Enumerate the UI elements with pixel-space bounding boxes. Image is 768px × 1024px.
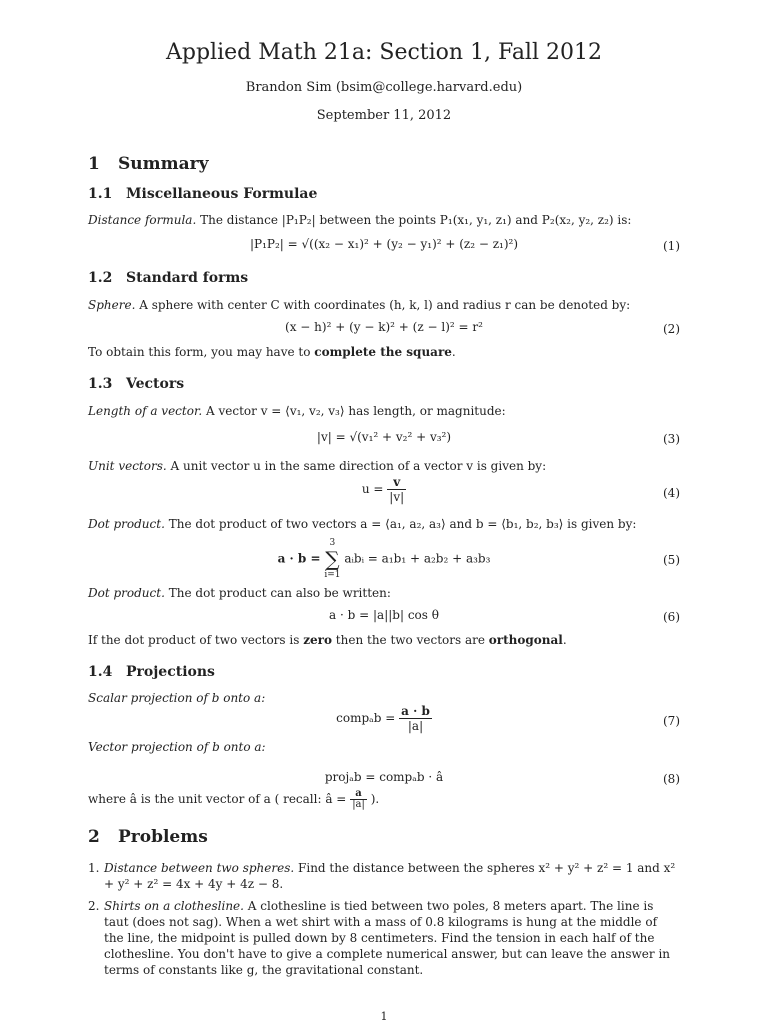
subsection-number: 1.3 bbox=[88, 376, 113, 392]
problem-text: Find the distance between the spheres x² + y² + z² = 1 and x² + y² + z² = 4x + 4y + 4z − 8. bbox=[104, 861, 676, 891]
unit-vector-paragraph bbox=[88, 458, 680, 474]
note-text: then the two vectors are bbox=[331, 633, 489, 647]
vector-length-paragraph bbox=[88, 403, 680, 419]
subsection-number: 1.2 bbox=[88, 270, 113, 286]
section-number: 1 bbox=[88, 154, 100, 174]
equation-number: (4) bbox=[663, 486, 680, 500]
subsection-heading-vectors bbox=[88, 376, 184, 392]
paragraph-text: A unit vector u in the same direction of a vector v is given by: bbox=[170, 459, 547, 473]
subsection-title: Projections bbox=[126, 664, 215, 680]
paragraph-lead: Dot product. bbox=[88, 517, 165, 531]
paragraph-text: The distance |P₁P₂| between the points P₁(x₁, y₁, z₁) and P₂(x₂, y₂, z₂) is: bbox=[200, 213, 632, 227]
paragraph-lead: Length of a vector. bbox=[88, 404, 203, 418]
vector-projection-label bbox=[88, 739, 680, 755]
equation-number: (2) bbox=[663, 322, 680, 336]
summation-sign: ∑ bbox=[325, 547, 340, 571]
problem-lead: Distance between two spheres. bbox=[104, 861, 295, 875]
summation-operator bbox=[324, 538, 340, 580]
paragraph-lead: Unit vectors. bbox=[88, 459, 167, 473]
equation-lhs: compₐb = bbox=[336, 711, 396, 725]
problem-item bbox=[88, 898, 680, 978]
problem-item bbox=[88, 860, 680, 892]
paragraph-text: The dot product can also be written: bbox=[168, 586, 391, 600]
fraction bbox=[387, 475, 406, 504]
problem-number: 1. bbox=[88, 861, 100, 875]
dot-product-paragraph bbox=[88, 516, 680, 532]
section-title: Problems bbox=[118, 827, 208, 847]
note-suffix: . bbox=[451, 345, 456, 359]
unit-vector-recall bbox=[88, 789, 680, 810]
equation-number: (8) bbox=[663, 772, 680, 786]
equation-scalar-projection bbox=[88, 704, 680, 733]
fraction-numerator: a · b bbox=[401, 704, 430, 718]
fraction-numerator: v bbox=[387, 475, 406, 490]
fraction bbox=[399, 704, 432, 733]
note-text: where â is the unit vector of a ( recall: â = bbox=[88, 792, 347, 806]
paragraph-text: A sphere with center C with coordinates (h, k, l) and radius r can be denoted by: bbox=[139, 298, 631, 312]
note-text: To obtain this form, you may have to bbox=[88, 345, 315, 359]
paragraph-text: A vector v = ⟨v₁, v₂, v₃⟩ has length, or magnitude: bbox=[206, 404, 506, 418]
problem-text: A clothesline is tied between two poles, 8 meters apart. The line is taut (does not sag). When a wet shirt with a mass of 0.8 kilograms is hung at the middle of the line, the midpoint is pulled down by 8 centimeters. Find the tension in each half of the clothesline. You don't have to give a complete numerical answer, but can leave the answer in terms of constants like g, the gravitational constant. bbox=[104, 899, 671, 977]
paragraph-lead: Vector projection of b onto a: bbox=[88, 740, 266, 754]
note-emphasis: zero bbox=[303, 633, 332, 647]
equation-dot-sum bbox=[88, 538, 680, 580]
sphere-paragraph bbox=[88, 297, 680, 313]
section-number: 2 bbox=[88, 827, 100, 847]
note-suffix: ). bbox=[370, 792, 380, 806]
equation-number: (6) bbox=[663, 610, 680, 624]
paragraph-text: The dot product of two vectors a = ⟨a₁, a₂, a₃⟩ and b = ⟨b₁, b₂, b₃⟩ is given by: bbox=[168, 517, 637, 531]
fraction-numerator: a bbox=[350, 789, 367, 800]
equation-number: (1) bbox=[663, 239, 680, 253]
paragraph-lead: Dot product. bbox=[88, 586, 165, 600]
document-date: September 11, 2012 bbox=[316, 108, 452, 123]
note-text: If the dot product of two vectors is bbox=[88, 633, 304, 647]
equation-vector-length: |v| = √(v₁² + v₂² + v₃²) bbox=[316, 430, 452, 444]
distance-formula-paragraph bbox=[88, 212, 680, 228]
document-author: Brandon Sim (bsim@college.harvard.edu) bbox=[245, 80, 523, 95]
subsection-title: Standard forms bbox=[126, 270, 249, 286]
orthogonal-note bbox=[88, 632, 680, 648]
page-number: 1 bbox=[380, 1010, 388, 1023]
equation-distance: |P₁P₂| = √((x₂ − x₁)² + (y₂ − y₁)² + (z₂ − z₁)²) bbox=[249, 237, 519, 251]
equation-number: (5) bbox=[663, 553, 680, 567]
problem-lead: Shirts on a clothesline. bbox=[104, 899, 244, 913]
document-title: Applied Math 21a: Section 1, Fall 2012 bbox=[165, 40, 602, 65]
subsection-number: 1.1 bbox=[88, 186, 113, 202]
equation-number: (7) bbox=[663, 714, 680, 728]
subsection-title: Vectors bbox=[126, 376, 185, 392]
dot-product-alt-paragraph bbox=[88, 585, 680, 601]
equation-unit-vector bbox=[88, 475, 680, 504]
equation-sphere: (x − h)² + (y − k)² + (z − l)² = r² bbox=[285, 320, 483, 334]
equation-lhs: u = bbox=[361, 482, 384, 496]
summation-upper-limit: 3 bbox=[329, 538, 336, 548]
subsection-heading-standard-forms bbox=[88, 270, 248, 286]
complete-square-note bbox=[88, 344, 680, 360]
subsection-heading-projections bbox=[88, 664, 215, 680]
section-heading-summary bbox=[88, 154, 208, 174]
paragraph-lead: Scalar projection of b onto a: bbox=[88, 691, 266, 705]
problem-number: 2. bbox=[88, 899, 100, 913]
summation-lower-limit: i=1 bbox=[324, 570, 341, 580]
equation-vector-projection: projₐb = compₐb · â bbox=[324, 770, 444, 784]
fraction-denominator: |a| bbox=[407, 719, 424, 733]
section-heading-problems bbox=[88, 827, 208, 847]
equation-dot-cos: a · b = |a||b| cos θ bbox=[329, 608, 439, 622]
fraction-denominator: |a| bbox=[352, 799, 365, 810]
paragraph-lead: Distance formula. bbox=[88, 213, 197, 227]
note-emphasis: complete the square bbox=[314, 345, 452, 359]
section-title: Summary bbox=[118, 154, 209, 174]
equation-number: (3) bbox=[663, 432, 680, 446]
subsection-number: 1.4 bbox=[88, 664, 113, 680]
equation-rhs: aᵢbᵢ = a₁b₁ + a₂b₂ + a₃b₃ bbox=[344, 551, 491, 566]
fraction-denominator: |v| bbox=[389, 490, 405, 504]
note-emphasis: orthogonal bbox=[488, 633, 563, 647]
paragraph-lead: Sphere. bbox=[88, 298, 136, 312]
subsection-title: Miscellaneous Formulae bbox=[126, 186, 318, 202]
note-suffix: . bbox=[562, 633, 567, 647]
equation-lhs: a · b = bbox=[277, 551, 321, 566]
subsection-heading-misc bbox=[88, 186, 317, 202]
fraction bbox=[350, 789, 367, 810]
